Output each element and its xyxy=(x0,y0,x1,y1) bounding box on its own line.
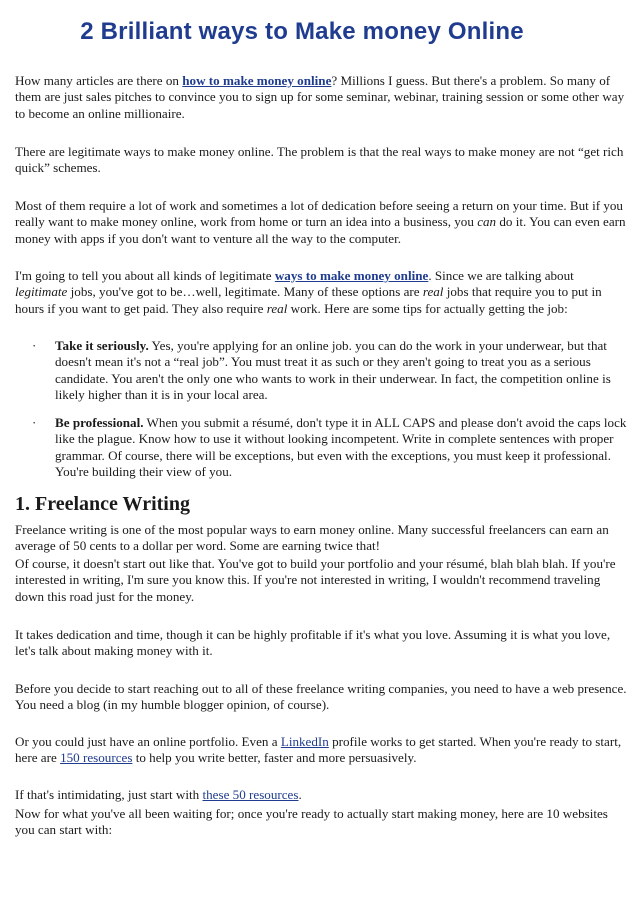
ways-to-make-money-online-link[interactable]: ways to make money online xyxy=(274,268,429,283)
page-title: 2 Brilliant ways to Make money Online xyxy=(80,18,524,45)
bullet-marker: · xyxy=(32,338,37,353)
emphasis-text: legitimate xyxy=(15,284,68,300)
text-span: How many articles are there on xyxy=(15,73,183,88)
how-to-make-money-online-link[interactable]: how to make money online xyxy=(182,73,332,88)
emphasis-text: can xyxy=(477,214,497,230)
intimidating-paragraph xyxy=(15,787,627,803)
websites-intro-paragraph: Now for what you've all been waiting for; once you're ready to actually start making money, here are 10 websites you can start with: xyxy=(15,806,608,838)
text-span: do it. You can even earn money with apps if you don't want to venture all the way to the computer. xyxy=(15,214,626,246)
text-span: Or you could just have an online portfolio. Even a xyxy=(15,734,281,749)
legitimate-ways-paragraph: There are legitimate ways to make money online. The problem is that the real ways to make money are not “get rich quick” schemes. xyxy=(15,144,624,176)
text-span: jobs, you've got to be…well, legitimate. Many of these options are xyxy=(67,284,423,300)
bullet-marker: · xyxy=(32,415,37,430)
text-span: jobs that require you to put in hours if you want to get paid. They also require xyxy=(15,284,602,316)
text-span: Most of them require a lot of work and sometimes a lot of dedication before seeing a return on your time. But if you really want to make money online, work from home or turn an idea into a business, you xyxy=(15,198,623,230)
bullet-text xyxy=(55,415,627,481)
intro-paragraph xyxy=(15,73,627,122)
work-dedication-paragraph xyxy=(15,198,627,247)
text-span: work. Here are some tips for actually getting the job: xyxy=(287,300,568,316)
text-span: If that's intimidating, just start with xyxy=(15,787,203,802)
online-portfolio-paragraph xyxy=(15,734,627,767)
emphasis-text: real xyxy=(266,300,288,316)
text-span: Yes, you're applying for an online job. you can do the work in your underwear, but that doesn't mean it's not a “real job”. You must treat it as such or they aren't going to treat you as a serious candidate. You aren't the only one who wants to work in their underwear. In fact, the competition online is likely higher than it is in your local area. xyxy=(55,338,611,403)
50-resources-link[interactable]: these 50 resources xyxy=(202,787,299,802)
freelance-dedication-paragraph: It takes dedication and time, though it can be highly profitable if it's what you love. Assuming it is what you love, let's talk about making money with it. xyxy=(15,627,611,659)
text-span: to help you write better, faster and more persuasively. xyxy=(132,750,417,766)
text-span: profile works to get started. When you're ready to start, here are xyxy=(15,734,622,766)
web-presence-paragraph: Before you decide to start reaching out to all of these freelance writing companies, you need to have a web presence. You need a blog (in my humble blogger opinion, of course). xyxy=(15,681,627,713)
freelance-intro-paragraph: Freelance writing is one of the most popular ways to earn money online. Many successful freelancers can earn an average of 50 cents to a dollar per word. Some are earning twice that! xyxy=(15,522,609,554)
freelance-portfolio-paragraph: Of course, it doesn't start out like that. You've got to build your portfolio and your résumé, blah blah blah. If you're interested in writing, I'm sure you know this. If you're not interested in writing, I wouldn't recommend traveling down this road just for the money. xyxy=(15,556,616,604)
150-resources-link[interactable]: 150 resources xyxy=(60,750,133,766)
bullet-lead: Take it seriously. xyxy=(55,338,149,353)
text-span: ? Millions I guess. But there's a problem. So many of them are just sales pitches to convince you to sign up for some seminar, webinar, training session or some other way to become an online millionaire. xyxy=(15,73,625,121)
emphasis-text: real xyxy=(422,284,444,300)
text-span: . Since we are talking about xyxy=(428,268,574,283)
text-span: When you submit a résumé, don't type it in ALL CAPS and please don't avoid the caps lock like the plague. Know how to use it without looking incompetent. Write in complete sentences with proper grammar. Of course, there will be exceptions, but even with the exceptions, you must keep it professional. You're building their view of you. xyxy=(55,415,627,480)
bullet-text xyxy=(55,338,627,404)
text-span: I'm going to tell you about all kinds of legitimate xyxy=(15,268,275,283)
bullet-lead: Be professional. xyxy=(55,415,144,430)
linkedin-link[interactable]: LinkedIn xyxy=(280,734,329,749)
section-heading-freelance-writing: 1. Freelance Writing xyxy=(15,493,190,515)
legitimate-jobs-paragraph xyxy=(15,268,627,317)
text-span: . xyxy=(298,787,302,802)
